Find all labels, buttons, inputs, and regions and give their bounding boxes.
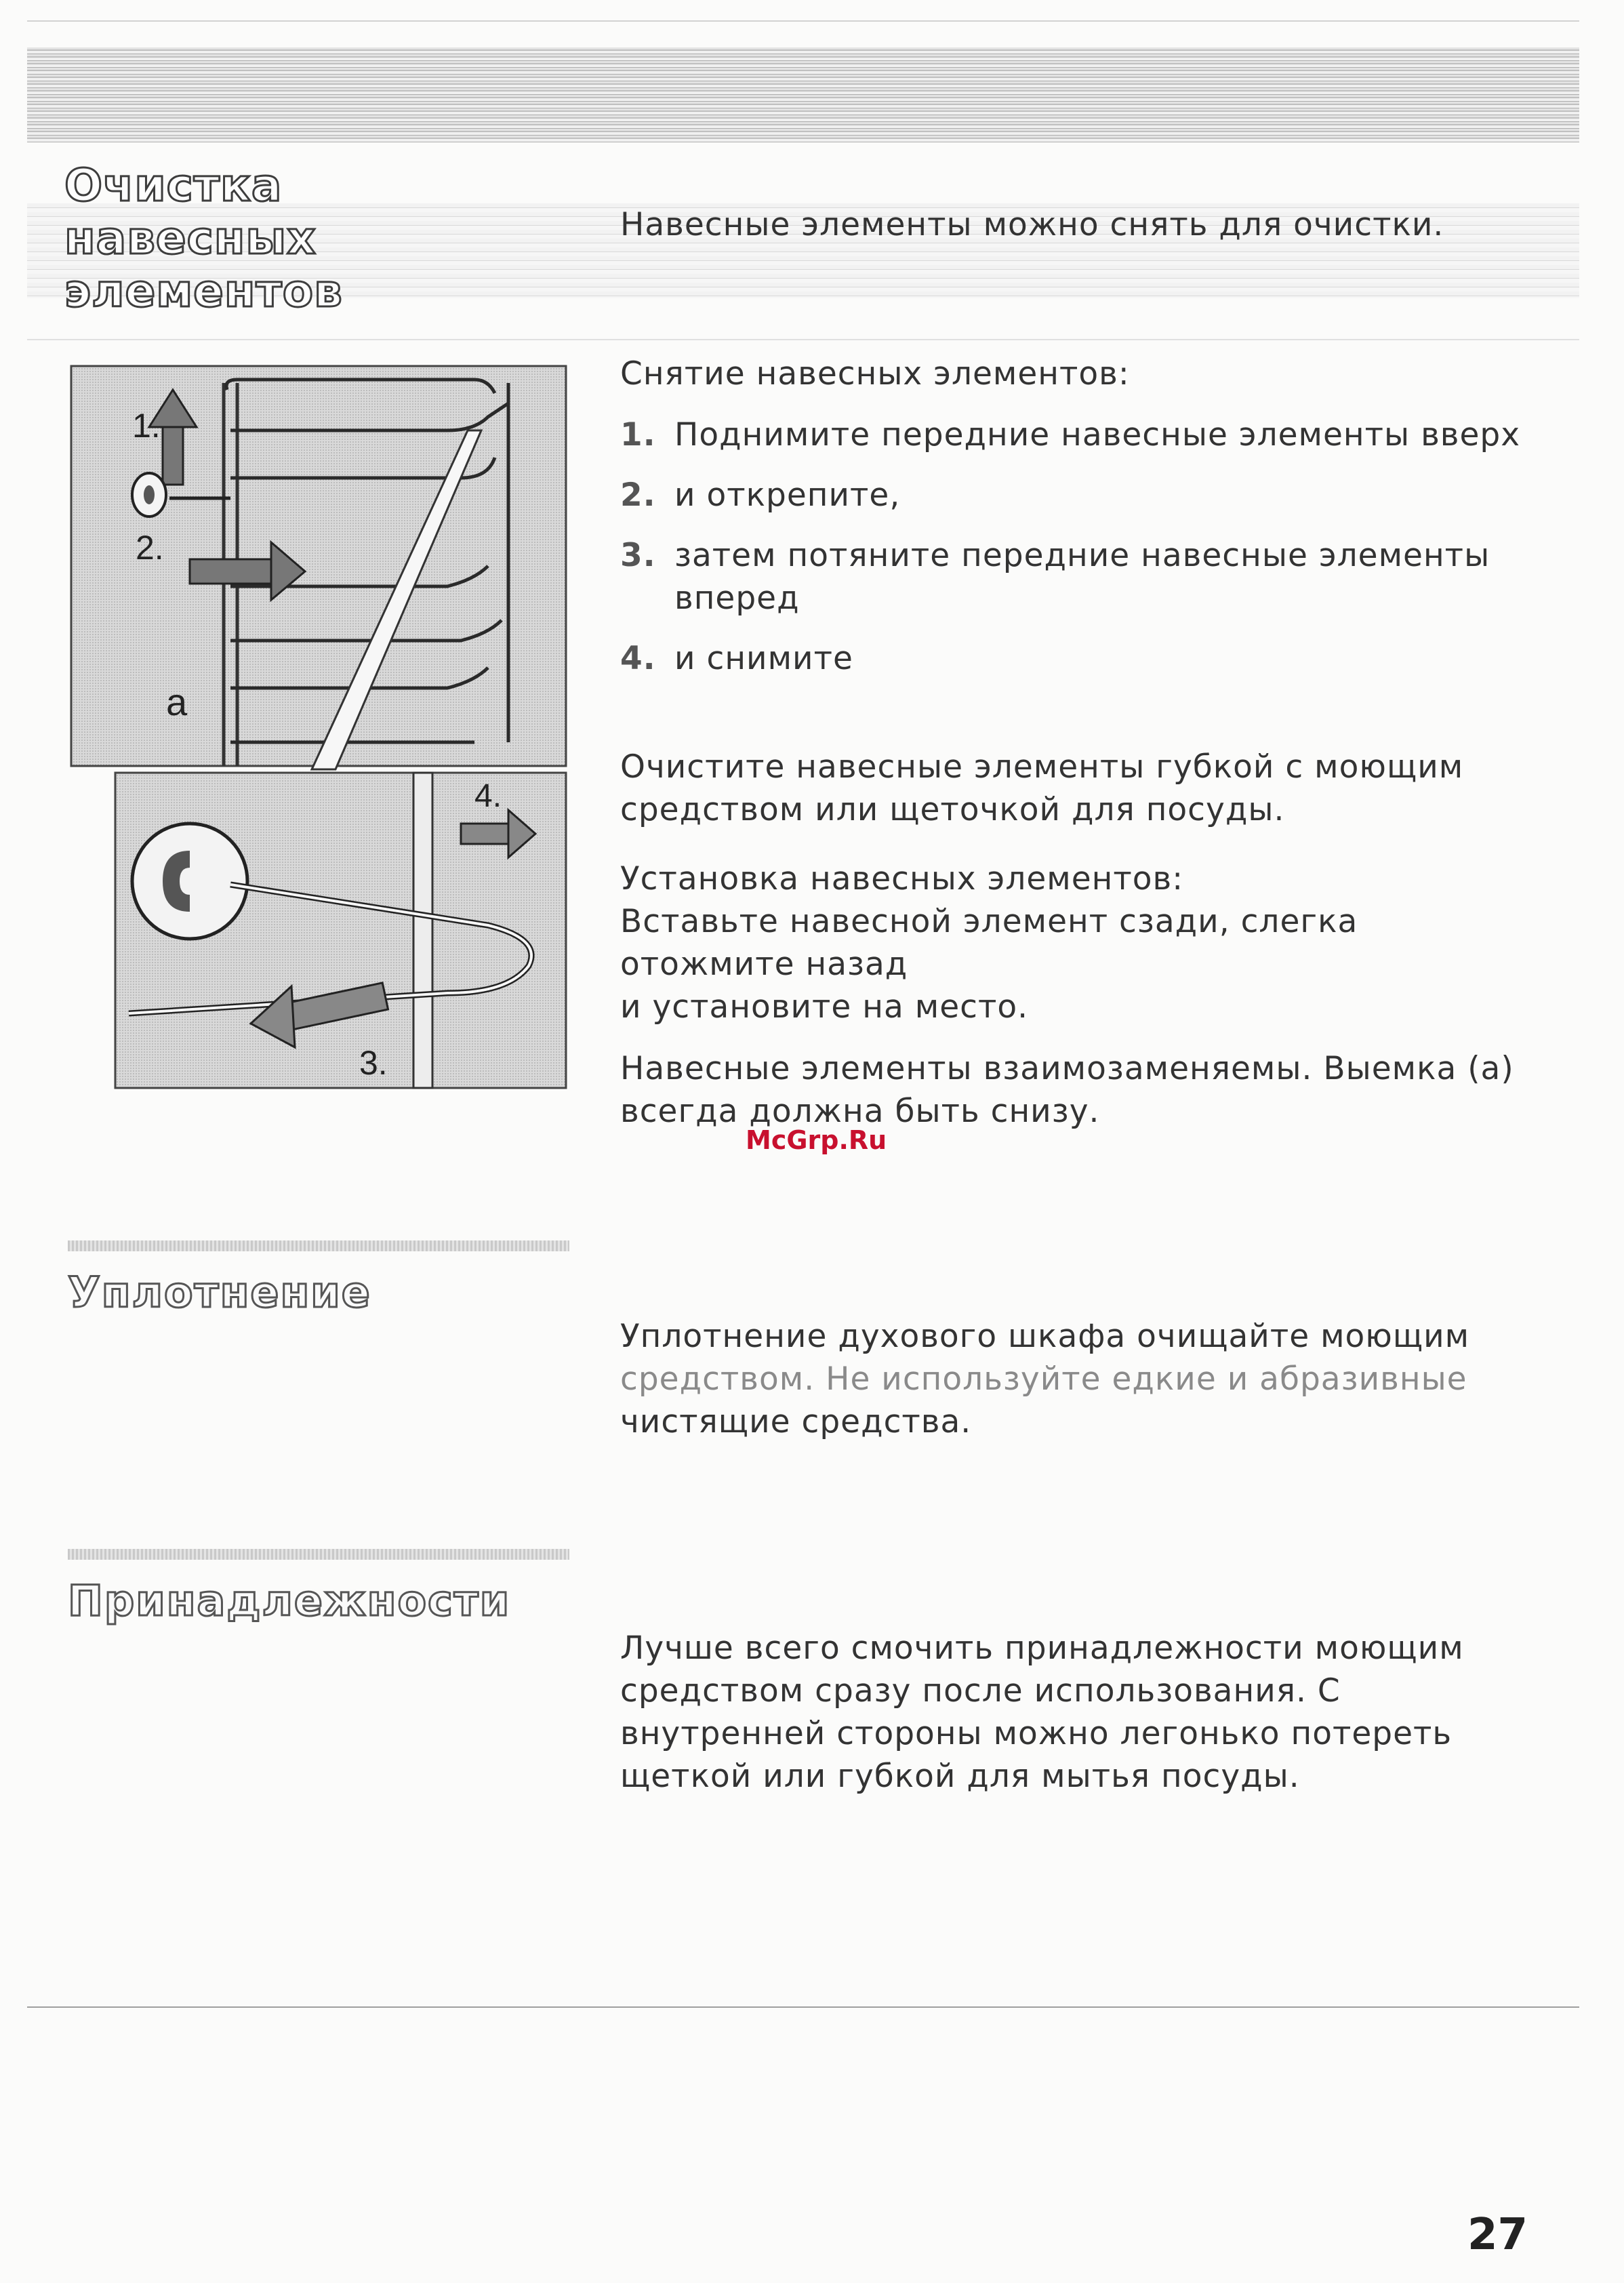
interchangeable-note: Навесные элементы взаимозаменяемы. Выемка (а) всегда должна быть снизу. <box>620 1050 1514 1130</box>
page-number: 27 <box>1467 2210 1528 2260</box>
step-item: 2. и открепите, <box>620 477 901 514</box>
seal-paragraph: Уплотнение духового шкафа очищайте моющим средством. Не используйте едкие и абразивные чистящие средства. <box>620 1318 1470 1440</box>
header-band <box>27 47 1579 142</box>
removal-heading: Снятие навесных элементов: <box>620 355 1130 392</box>
label-step-1: 1. <box>132 407 161 445</box>
step-item: 1. Поднимите передние навесные элементы вверх <box>620 416 1521 453</box>
label-step-2: 2. <box>136 529 164 567</box>
accessories-paragraph: Лучше всего смочить принадлежности моющим средством сразу после использования. С внутренней стороны можно легонько потереть щеткой или губкой для мытья посуды. <box>620 1630 1464 1795</box>
label-step-4: 4. <box>474 778 502 814</box>
intro-text: Навесные элементы можно снять для очистки. <box>620 206 1444 243</box>
header-bottom-rule <box>27 339 1579 340</box>
section-separator <box>68 1240 569 1251</box>
cleaning-paragraph: Очистите навесные элементы губкой с моющим средством или щеточкой для посуды. <box>620 748 1464 828</box>
removal-steps-list <box>620 413 1520 698</box>
rack-removal-illustration <box>68 363 569 1095</box>
top-rule <box>27 20 1579 22</box>
section-title-seal: Уплотнение <box>68 1268 371 1317</box>
footer-rule <box>27 2006 1579 2008</box>
section-title-cleaning: Очистка навесных элементов <box>64 159 343 317</box>
installation-paragraph: Установка навесных элементов: Вставьте навесной элемент сзади, слегка отожмите назад и установите на место. <box>620 860 1358 1026</box>
section-separator <box>68 1549 569 1560</box>
section-title-accessories: Принадлежности <box>68 1576 511 1625</box>
label-step-3: 3. <box>359 1044 388 1082</box>
watermark: McGrp.Ru <box>746 1125 887 1155</box>
step-item: 3. затем потяните передние навесные элементы вперед <box>620 537 1490 617</box>
label-notch-a: a <box>166 681 188 723</box>
step-item: 4. и снимите <box>620 640 853 677</box>
